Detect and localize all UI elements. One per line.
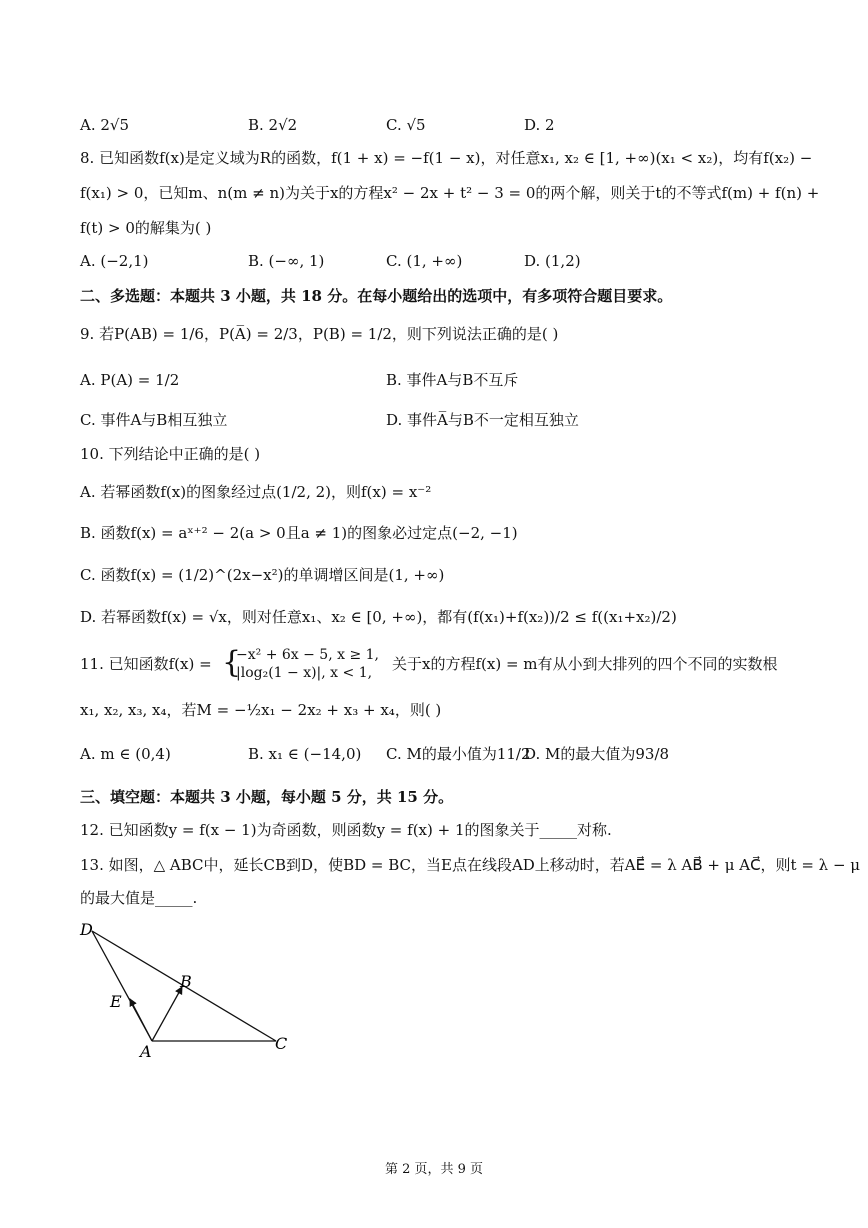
q11-case-2: |log₂(1 − x)|, x < 1, (236, 665, 373, 681)
q11-brace: { (222, 645, 242, 680)
q9-option-b: B. 事件A与B不互斥 (386, 371, 519, 389)
q11-stem-prefix: 11. 已知函数f(x) = (80, 655, 212, 673)
label-c: C (275, 1034, 288, 1053)
vector-ab (152, 987, 182, 1041)
q10-option-a: A. 若幂函数f(x)的图象经过点(1/2, 2)，则f(x) = x⁻² (80, 483, 432, 501)
q11-option-b: B. x₁ ∈ (−14,0) (248, 745, 362, 763)
page-footer: 第 2 页，共 9 页 (384, 1162, 484, 1177)
q10-stem: 10. 下列结论中正确的是( ) (80, 445, 261, 463)
q9-option-d: D. 事件A̅与B不一定相互独立 (386, 411, 579, 429)
q9-option-c: C. 事件A与B相互独立 (80, 411, 228, 429)
q8-option-d: D. (1,2) (524, 252, 581, 270)
q7-option-b: B. 2√2 (248, 116, 298, 134)
q13-line-2: 的最大值是_____. (80, 889, 198, 907)
q8-line-1: 8. 已知函数f(x)是定义域为R的函数，f(1 + x) = −f(1 − x)，对任意x₁, x₂ ∈ [1, +∞)(x₁ < x₂)，均有f(x₂) − (80, 149, 813, 167)
q11-line-2: x₁, x₂, x₃, x₄，若M = −½x₁ − 2x₂ + x₃ + x₄，则( ) (80, 701, 442, 719)
label-d: D (80, 920, 93, 939)
label-e: E (110, 992, 122, 1011)
label-b: B (180, 972, 192, 991)
q9-option-a: A. P(A) = 1/2 (80, 371, 180, 389)
label-a: A (140, 1042, 152, 1061)
q10-option-b: B. 函数f(x) = aˣ⁺² − 2(a > 0且a ≠ 1)的图象必过定点(−2, −1) (80, 524, 518, 542)
q11-option-a: A. m ∈ (0,4) (80, 745, 171, 763)
q11-option-d: D. M的最大值为93/8 (524, 745, 670, 763)
q8-option-c: C. (1, +∞) (386, 252, 463, 270)
q8-line-3: f(t) > 0的解集为( ) (80, 219, 212, 237)
q8-line-2: f(x₁) > 0，已知m、n(m ≠ n)为关于x的方程x² − 2x + t² − 3 = 0的两个解，则关于t的不等式f(m) + f(n) + (80, 184, 820, 202)
q13-line-1: 13. 如图，△ ABC中，延长CB到D，使BD = BC，当E点在线段AD上移动时，若AE⃗ = λ AB⃗ + μ AC⃗，则t = λ − μ (80, 856, 861, 874)
q8-option-a: A. (−2,1) (80, 252, 149, 270)
vector-ae (130, 999, 152, 1041)
q11-case-1: −x² + 6x − 5, x ≥ 1, (236, 647, 379, 663)
q7-option-a: A. 2√5 (80, 116, 130, 134)
q7-option-d: D. 2 (524, 116, 555, 134)
q7-option-c: C. √5 (386, 116, 426, 134)
section-2-heading: 二、多选题：本题共 3 小题，共 18 分。在每小题给出的选项中，有多项符合题目要求。 (80, 287, 673, 305)
q11-option-c: C. M的最小值为11/2 (386, 745, 531, 763)
q9-stem: 9. 若P(AB) = 1/6，P(A̅) = 2/3，P(B) = 1/2，则下列说法正确的是( ) (80, 325, 559, 343)
q8-option-b: B. (−∞, 1) (248, 252, 325, 270)
q12-stem: 12. 已知函数y = f(x − 1)为奇函数，则函数y = f(x) + 1的图象关于_____对称. (80, 821, 612, 839)
section-3-heading: 三、填空题：本题共 3 小题，每小题 5 分，共 15 分。 (80, 788, 454, 806)
q10-option-d: D. 若幂函数f(x) = √x，则对任意x₁、x₂ ∈ [0, +∞)，都有(f(x₁)+f(x₂))/2 ≤ f((x₁+x₂)/2) (80, 608, 677, 626)
triangle-figure (70, 915, 310, 1065)
q10-option-c: C. 函数f(x) = (1/2)^(2x−x²)的单调增区间是(1, +∞) (80, 566, 445, 584)
q11-stem-suffix: 关于x的方程f(x) = m有从小到大排列的四个不同的实数根 (392, 655, 778, 673)
